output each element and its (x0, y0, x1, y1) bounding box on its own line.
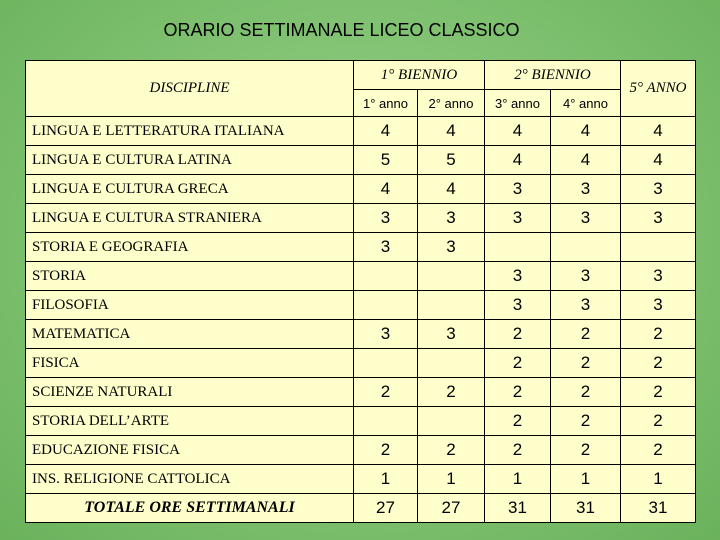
total-hours-cell: 31 (485, 494, 551, 523)
hours-cell (485, 233, 551, 262)
hours-cell: 3 (485, 175, 551, 204)
hours-cell: 2 (418, 378, 485, 407)
hours-cell (621, 233, 696, 262)
hours-cell: 3 (621, 291, 696, 320)
hours-cell (418, 407, 485, 436)
hours-cell (354, 262, 418, 291)
total-row (26, 494, 696, 523)
hours-cell: 3 (551, 262, 621, 291)
hours-cell (551, 233, 621, 262)
hours-cell: 2 (485, 407, 551, 436)
subject-cell: SCIENZE NATURALI (26, 378, 354, 407)
table-row (26, 436, 696, 465)
hours-cell: 4 (551, 146, 621, 175)
table-row (26, 204, 696, 233)
hours-cell (418, 262, 485, 291)
hours-cell: 4 (418, 117, 485, 146)
anno5-header: 5° ANNO (621, 61, 696, 117)
subject-cell: STORIA E GEOGRAFIA (26, 233, 354, 262)
discipline-header: DISCIPLINE (26, 61, 354, 117)
subject-cell: EDUCAZIONE FISICA (26, 436, 354, 465)
hours-cell: 3 (485, 262, 551, 291)
hours-cell: 3 (621, 204, 696, 233)
hours-cell: 2 (418, 436, 485, 465)
year-header: 2° anno (418, 90, 485, 117)
hours-cell: 3 (551, 291, 621, 320)
year-header: 4° anno (551, 90, 621, 117)
hours-cell: 3 (418, 320, 485, 349)
hours-cell: 3 (551, 175, 621, 204)
hours-cell: 3 (354, 204, 418, 233)
table-row (26, 320, 696, 349)
hours-cell (354, 407, 418, 436)
total-hours-cell: 27 (354, 494, 418, 523)
table-row (26, 117, 696, 146)
subject-cell: MATEMATICA (26, 320, 354, 349)
hours-cell: 2 (551, 320, 621, 349)
hours-cell: 4 (621, 146, 696, 175)
subject-cell: FISICA (26, 349, 354, 378)
hours-cell: 2 (485, 349, 551, 378)
hours-cell: 3 (621, 262, 696, 291)
hours-cell: 2 (621, 407, 696, 436)
subject-cell: FILOSOFIA (26, 291, 354, 320)
table-row (26, 175, 696, 204)
year-header: 1° anno (354, 90, 418, 117)
hours-cell: 2 (621, 436, 696, 465)
total-hours-cell: 31 (551, 494, 621, 523)
total-hours-cell: 31 (621, 494, 696, 523)
hours-cell: 5 (418, 146, 485, 175)
hours-cell: 3 (485, 291, 551, 320)
table-row (26, 349, 696, 378)
hours-cell: 4 (621, 117, 696, 146)
hours-cell: 4 (485, 146, 551, 175)
hours-cell (354, 291, 418, 320)
hours-cell: 2 (551, 378, 621, 407)
hours-cell: 3 (354, 233, 418, 262)
subject-cell: LINGUA E LETTERATURA ITALIANA (26, 117, 354, 146)
hours-cell: 2 (485, 378, 551, 407)
hours-cell: 2 (621, 320, 696, 349)
subject-cell: STORIA DELL’ARTE (26, 407, 354, 436)
table-row (26, 407, 696, 436)
table-row (26, 146, 696, 175)
hours-cell: 2 (551, 407, 621, 436)
subject-cell: LINGUA E CULTURA GRECA (26, 175, 354, 204)
total-hours-cell: 27 (418, 494, 485, 523)
hours-cell: 2 (621, 349, 696, 378)
hours-cell: 2 (354, 436, 418, 465)
hours-cell: 3 (621, 175, 696, 204)
subject-cell: INS. RELIGIONE CATTOLICA (26, 465, 354, 494)
schedule-table (25, 60, 696, 523)
hours-cell: 1 (551, 465, 621, 494)
hours-cell: 2 (485, 436, 551, 465)
hours-cell: 2 (354, 378, 418, 407)
hours-cell: 3 (551, 204, 621, 233)
subject-cell: LINGUA E CULTURA LATINA (26, 146, 354, 175)
hours-cell: 3 (354, 320, 418, 349)
biennio1-header: 1° BIENNIO (354, 61, 485, 90)
hours-cell: 4 (354, 117, 418, 146)
table-row (26, 291, 696, 320)
hours-cell: 2 (621, 378, 696, 407)
hours-cell: 2 (551, 349, 621, 378)
hours-cell: 5 (354, 146, 418, 175)
hours-cell: 1 (621, 465, 696, 494)
table-row (26, 378, 696, 407)
table-row (26, 262, 696, 291)
hours-cell: 1 (354, 465, 418, 494)
total-label: TOTALE ORE SETTIMANALI (26, 494, 354, 523)
year-header: 3° anno (485, 90, 551, 117)
subject-cell: LINGUA E CULTURA STRANIERA (26, 204, 354, 233)
hours-cell: 4 (418, 175, 485, 204)
hours-cell: 2 (485, 320, 551, 349)
biennio2-header: 2° BIENNIO (485, 61, 621, 90)
hours-cell: 1 (485, 465, 551, 494)
header-row-top (26, 61, 696, 90)
hours-cell (354, 349, 418, 378)
page-title: ORARIO SETTIMANALE LICEO CLASSICO (163, 20, 520, 40)
hours-cell: 3 (485, 204, 551, 233)
hours-cell (418, 291, 485, 320)
hours-cell: 4 (485, 117, 551, 146)
table-row (26, 233, 696, 262)
hours-cell: 4 (354, 175, 418, 204)
hours-cell: 3 (418, 204, 485, 233)
hours-cell (418, 349, 485, 378)
hours-cell: 3 (418, 233, 485, 262)
table-row (26, 465, 696, 494)
hours-cell: 4 (551, 117, 621, 146)
hours-cell: 2 (551, 436, 621, 465)
subject-cell: STORIA (26, 262, 354, 291)
hours-cell: 1 (418, 465, 485, 494)
